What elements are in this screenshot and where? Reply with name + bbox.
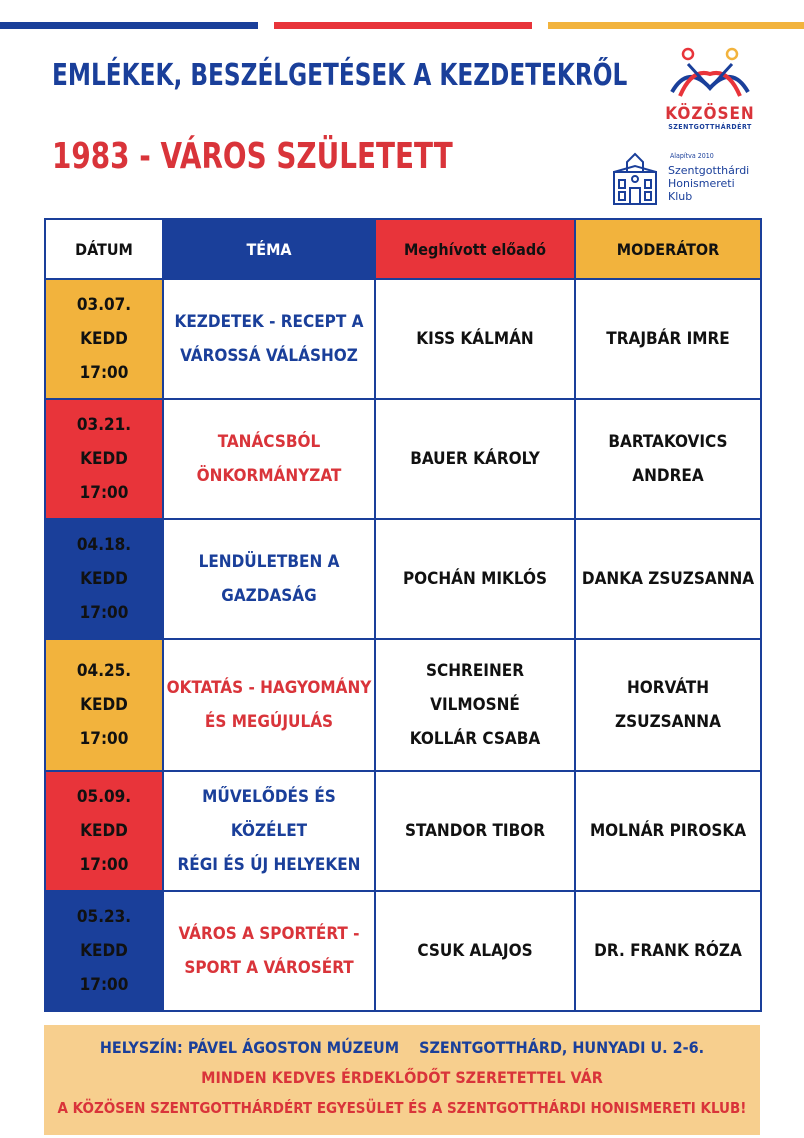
row-topic: VÁROS A SPORTÉRT - SPORT A VÁROSÉRT <box>163 891 375 1011</box>
row-topic: TANÁCSBÓL ÖNKORMÁNYZAT <box>163 399 375 519</box>
klub-name: Szentgotthárdi Honismereti Klub <box>668 164 750 203</box>
church-icon <box>608 150 662 208</box>
header-date: DÁTUM <box>45 219 163 279</box>
header-topic: TÉMA <box>163 219 375 279</box>
row-speaker: CSUK ALAJOS <box>375 891 575 1011</box>
row-moderator: BARTAKOVICS ANDREA <box>575 399 761 519</box>
table-row <box>45 891 761 1011</box>
row-date: 05.09. KEDD 17:00 <box>45 771 163 891</box>
row-speaker: BAUER KÁROLY <box>375 399 575 519</box>
kozosen-figures-icon <box>658 44 762 104</box>
page-subtitle: 1983 - VÁROS SZÜLETETT <box>52 136 453 177</box>
row-topic: MŰVELŐDÉS ÉS KÖZÉLET RÉGI ÉS ÚJ HELYEKEN <box>163 771 375 891</box>
row-speaker: SCHREINER VILMOSNÉ KOLLÁR CSABA <box>375 639 575 771</box>
row-moderator: MOLNÁR PIROSKA <box>575 771 761 891</box>
header-speaker: Meghívott előadó <box>375 219 575 279</box>
page-title: EMLÉKEK, BESZÉLGETÉSEK A KEZDETEKRŐL <box>52 58 628 93</box>
row-date: 04.25. KEDD 17:00 <box>45 639 163 771</box>
row-date: 05.23. KEDD 17:00 <box>45 891 163 1011</box>
kozosen-logo-sub: SZENTGOTTHÁRDÉRT <box>668 123 752 131</box>
footer-box <box>44 1025 760 1135</box>
header-moderator: MODERÁTOR <box>575 219 761 279</box>
table-row <box>45 639 761 771</box>
row-date: 03.07. KEDD 17:00 <box>45 279 163 399</box>
row-speaker: KISS KÁLMÁN <box>375 279 575 399</box>
table-row <box>45 399 761 519</box>
row-moderator: HORVÁTH ZSUZSANNA <box>575 639 761 771</box>
footer-location: HELYSZÍN: PÁVEL ÁGOSTON MÚZEUM SZENTGOTTHÁRD, HUNYADI U. 2-6. <box>99 1038 705 1057</box>
row-date: 03.21. KEDD 17:00 <box>45 399 163 519</box>
footer-organizers: A KÖZÖSEN SZENTGOTTHÁRDÉRT EGYESÜLET ÉS A SZENTGOTTHÁRDI HONISMERETI KLUB! <box>57 1099 747 1117</box>
table-row <box>45 519 761 639</box>
row-topic: KEZDETEK - RECEPT A VÁROSSÁ VÁLÁSHOZ <box>163 279 375 399</box>
top-bar-blue <box>0 22 258 29</box>
schedule-table <box>44 218 762 1012</box>
honismereti-klub-logo <box>608 150 788 212</box>
row-speaker: POCHÁN MIKLÓS <box>375 519 575 639</box>
table-row <box>45 279 761 399</box>
row-moderator: DANKA ZSUZSANNA <box>575 519 761 639</box>
kozosen-logo <box>658 44 762 134</box>
kozosen-logo-name: KÖZÖSEN <box>665 104 755 124</box>
table-header-row <box>45 219 761 279</box>
row-topic: OKTATÁS - HAGYOMÁNY ÉS MEGÚJULÁS <box>163 639 375 771</box>
row-date: 04.18. KEDD 17:00 <box>45 519 163 639</box>
table-row <box>45 771 761 891</box>
klub-founded: Alapítva 2010 <box>670 152 714 160</box>
row-moderator: DR. FRANK RÓZA <box>575 891 761 1011</box>
row-topic: LENDÜLETBEN A GAZDASÁG <box>163 519 375 639</box>
footer-invite: MINDEN KEDVES ÉRDEKLŐDŐT SZERETETTEL VÁR <box>201 1068 603 1087</box>
top-bar-red <box>274 22 532 29</box>
row-speaker: STANDOR TIBOR <box>375 771 575 891</box>
row-moderator: TRAJBÁR IMRE <box>575 279 761 399</box>
top-bar-orange <box>548 22 804 29</box>
